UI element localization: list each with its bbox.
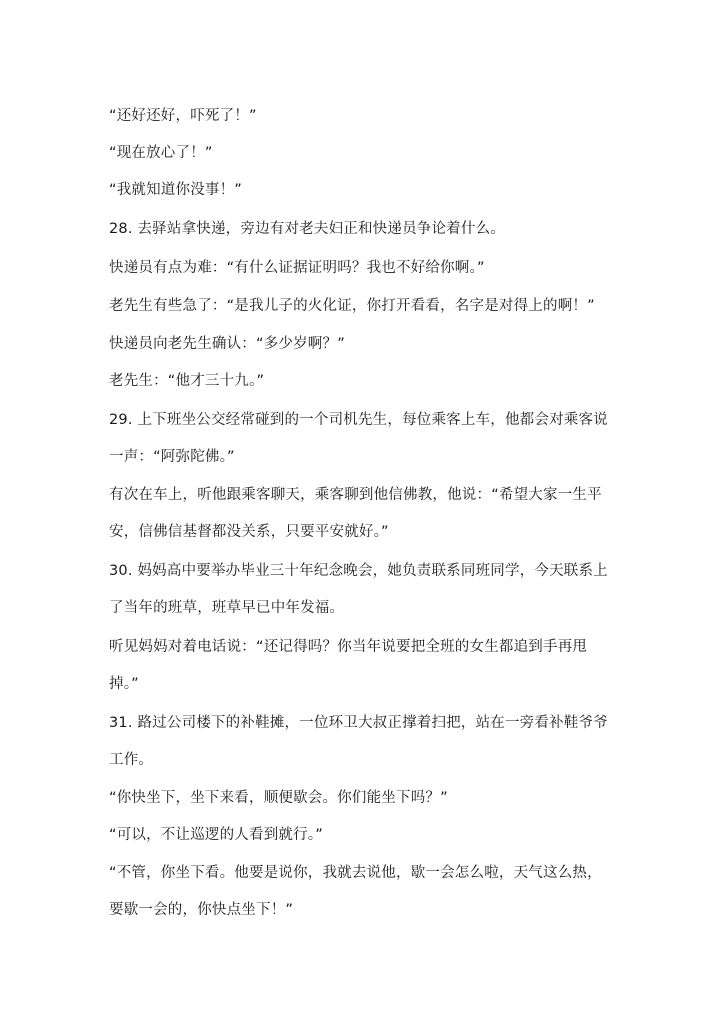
text-line: 有次在车上，听他跟乘客聊天，乘客聊到他信佛教，他说：“希望大家一生平 bbox=[109, 487, 602, 503]
text-line: 29. 上下班坐公交经常碰到的一个司机先生，每位乘客上车，他都会对乘客说 bbox=[109, 412, 608, 428]
text-line: “现在放心了！” bbox=[109, 145, 213, 161]
text-line: 安，信佛信基督都没关系，只要平安就好。” bbox=[109, 524, 389, 540]
text-line: 老先生：“他才三十九。” bbox=[109, 373, 265, 389]
text-line: “不管，你坐下看。他要是说你，我就去说他，歇一会怎么啦，天气这么热， bbox=[109, 865, 602, 881]
text-line: 30. 妈妈高中要举办毕业三十年纪念晚会，她负责联系同班同学，今天联系上 bbox=[109, 563, 608, 579]
text-line: “还好还好，吓死了！” bbox=[109, 108, 257, 124]
text-line: “你快坐下，坐下来看，顺便歇会。你们能坐下吗？” bbox=[109, 790, 448, 806]
text-line: 老先生有些急了：“是我儿子的火化证，你打开看看，名字是对得上的啊！” bbox=[109, 298, 595, 314]
text-line: 31. 路过公司楼下的补鞋摊，一位环卫大叔正撑着扫把，站在一旁看补鞋爷爷 bbox=[109, 715, 608, 731]
text-line: 了当年的班草，班草早已中年发福。 bbox=[109, 600, 345, 616]
text-line: 一声：“阿弥陀佛。” bbox=[109, 449, 235, 465]
text-line: 28. 去驿站拿快递，旁边有对老夫妇正和快递员争论着什么。 bbox=[109, 221, 505, 237]
text-line: 听见妈妈对着电话说：“还记得吗？你当年说要把全班的女生都追到手再甩 bbox=[109, 639, 588, 655]
text-line: “我就知道你没事！” bbox=[109, 182, 243, 198]
text-line: 工作。 bbox=[109, 752, 154, 768]
text-line: 快递员向老先生确认：“多少岁啊？” bbox=[109, 336, 345, 352]
text-line: 要歇一会的，你快点坐下！” bbox=[109, 902, 294, 918]
text-line: 快递员有点为难：“有什么证据证明吗？我也不好给你啊。” bbox=[109, 260, 485, 276]
text-line: “可以，不让巡逻的人看到就行。” bbox=[109, 827, 323, 843]
text-line: 掉。” bbox=[109, 676, 139, 692]
